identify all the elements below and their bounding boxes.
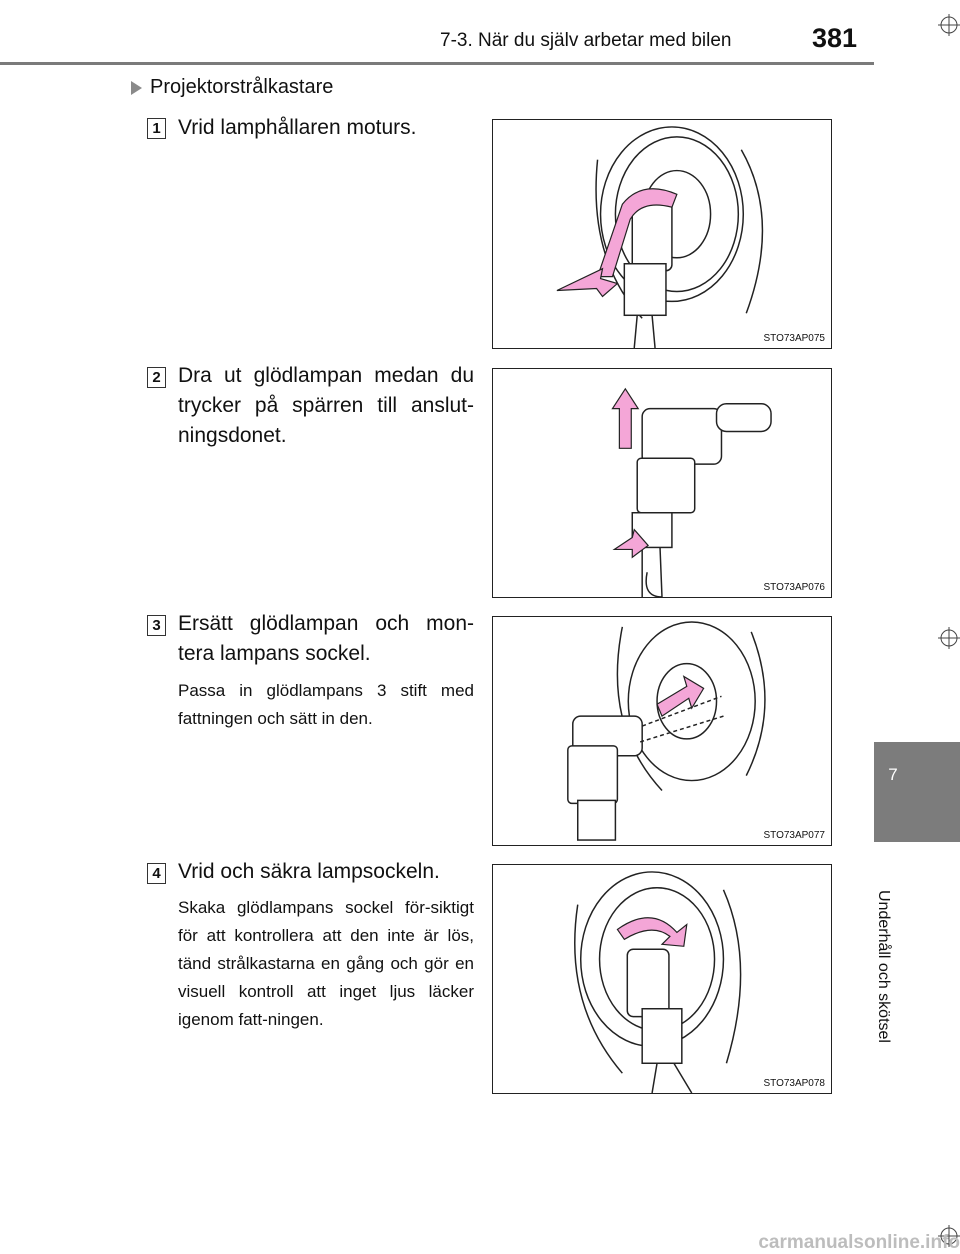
lamp-holder-rotate-illustration — [493, 120, 831, 348]
chapter-side-label — [862, 890, 922, 1100]
figure-code: STO73AP078 — [763, 1078, 825, 1089]
header-rule — [0, 62, 874, 65]
figure-step-3 — [492, 616, 832, 846]
step-number-4: 4 — [147, 863, 166, 884]
figure-step-4 — [492, 864, 832, 1094]
section-title-text: Projektorstrålkastare — [150, 76, 334, 98]
figure-code: STO73AP075 — [763, 333, 825, 344]
chapter-header-title: 7-3. När du själv arbetar med bilen — [440, 30, 732, 51]
step-3-text: Ersätt glödlampan och mon-tera lampans sockel. — [178, 612, 474, 665]
registration-mark-icon — [938, 627, 960, 649]
figure-code: STO73AP077 — [763, 830, 825, 841]
chapter-side-tab — [874, 742, 960, 842]
step-4-text: Vrid och säkra lampsockeln. — [178, 860, 440, 883]
step-number-2: 2 — [147, 367, 166, 388]
bulb-removal-illustration — [493, 369, 831, 597]
figure-code: STO73AP076 — [763, 582, 825, 593]
step-4-note: Skaka glödlampans sockel för-siktigt för att kontrollera att den inte är lös, tänd strålkastarna en gång och gör en visuell kontroll att inget ljus läcker igenom fatt-ningen. — [178, 898, 474, 1029]
step-number-3: 3 — [147, 615, 166, 636]
step-3-note: Passa in glödlampans 3 stift med fattningen och sätt in den. — [178, 681, 474, 728]
section-title — [131, 76, 333, 99]
figure-step-1 — [492, 119, 832, 349]
lamp-holder-secure-illustration — [493, 865, 831, 1093]
registration-mark-icon — [938, 14, 960, 36]
step-1-text: Vrid lamphållaren moturs. — [178, 116, 417, 139]
chapter-side-label-text: Underhåll och skötsel — [875, 890, 892, 1043]
bulb-insert-illustration — [493, 617, 831, 845]
step-number-1: 1 — [147, 118, 166, 139]
watermark: carmanualsonline.info — [758, 1232, 960, 1253]
figure-step-2 — [492, 368, 832, 598]
page-number: 381 — [812, 23, 858, 53]
triangle-bullet-icon — [131, 81, 142, 95]
chapter-number: 7 — [888, 765, 898, 784]
step-2-text: Dra ut glödlampan medan du trycker på spärren till anslut-ningsdonet. — [178, 364, 474, 447]
